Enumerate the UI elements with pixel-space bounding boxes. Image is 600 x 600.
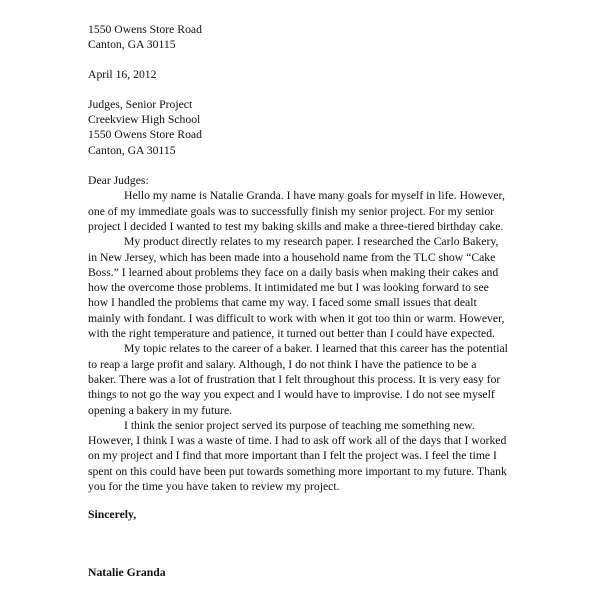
- paragraph-line: to reap a large profit and salary. Although, I do not think I have the patience to be a: [88, 357, 477, 371]
- paragraph-line: opening a bakery in my future.: [88, 403, 233, 417]
- date-text: April 16, 2012: [88, 67, 157, 81]
- paragraph-line: Hello my name is Natalie Granda. I have many goals for myself in life. However,: [124, 189, 505, 203]
- paragraph-line: things to not go the way you expect and I would have to improvise. I do not see myself: [88, 388, 495, 402]
- paragraph-line: However, I think I was a waste of time. I had to ask off work all of the days that I worked: [88, 434, 507, 448]
- paragraph-line: how the overcome those problems. It intimidated me but I was looking forward to see: [88, 281, 489, 295]
- paragraph-line: with the right temperature and patience, it turned out better than I could have expected.: [88, 327, 495, 341]
- salutation: [88, 173, 588, 188]
- paragraph-line: spent on this could have been put towards something more important to my future. Thank: [88, 464, 507, 478]
- recipient-address: [88, 97, 588, 158]
- paragraph-line: you for the time you have taken to review my project.: [88, 480, 340, 494]
- paragraph-line: mainly with fondant. I was difficult to work with when it got too thin or warm. However,: [88, 311, 505, 325]
- letter-date: [88, 67, 588, 82]
- salutation-text: Dear Judges:: [88, 174, 149, 188]
- paragraph-line: project I decided I wanted to test my baking skills and make a three-tiered birthday cake.: [88, 219, 504, 233]
- recipient-line3: 1550 Owens Store Road: [88, 128, 202, 142]
- paragraph-line: Boss.” I learned about problems they face on a daily basis when making their cakes and: [88, 265, 499, 279]
- recipient-line4: Canton, GA 30115: [88, 143, 176, 157]
- paragraph-1: [88, 188, 588, 234]
- paragraph-2: [88, 234, 588, 341]
- paragraph-line: in New Jersey, which has been made into a household name from the TLC show “Cake: [88, 250, 496, 264]
- paragraph-line: how I handled the problems that came my way. I faced some small issues that dealt: [88, 296, 477, 310]
- letter-page: [88, 22, 588, 523]
- paragraph-4: [88, 418, 588, 494]
- paragraph-line: My topic relates to the career of a baker. I learned that this career has the potential: [124, 342, 508, 356]
- paragraph-line: I think the senior project served its purpose of teaching me something new.: [124, 418, 475, 432]
- signature-name: Natalie Granda: [88, 566, 166, 579]
- paragraph-line: on my project and I find that more important than I felt the project was. I feel the time I: [88, 449, 497, 463]
- sender-address: [88, 22, 588, 53]
- paragraph-line: My product directly relates to my research paper. I researched the Carlo Bakery,: [124, 235, 499, 249]
- paragraph-3: [88, 341, 588, 417]
- sender-address-line1: 1550 Owens Store Road: [88, 23, 202, 36]
- closing: Sincerely,: [88, 508, 137, 522]
- recipient-line2: Creekview High School: [88, 113, 201, 127]
- paragraph-line: baker. There was a lot of frustration that I felt throughout this process. It is very easy for: [88, 372, 501, 386]
- paragraph-line: one of my immediate goals was to successfully finish my senior project. For my senior: [88, 204, 495, 218]
- sender-address-line2: Canton, GA 30115: [88, 38, 176, 52]
- recipient-line1: Judges, Senior Project: [88, 97, 193, 111]
